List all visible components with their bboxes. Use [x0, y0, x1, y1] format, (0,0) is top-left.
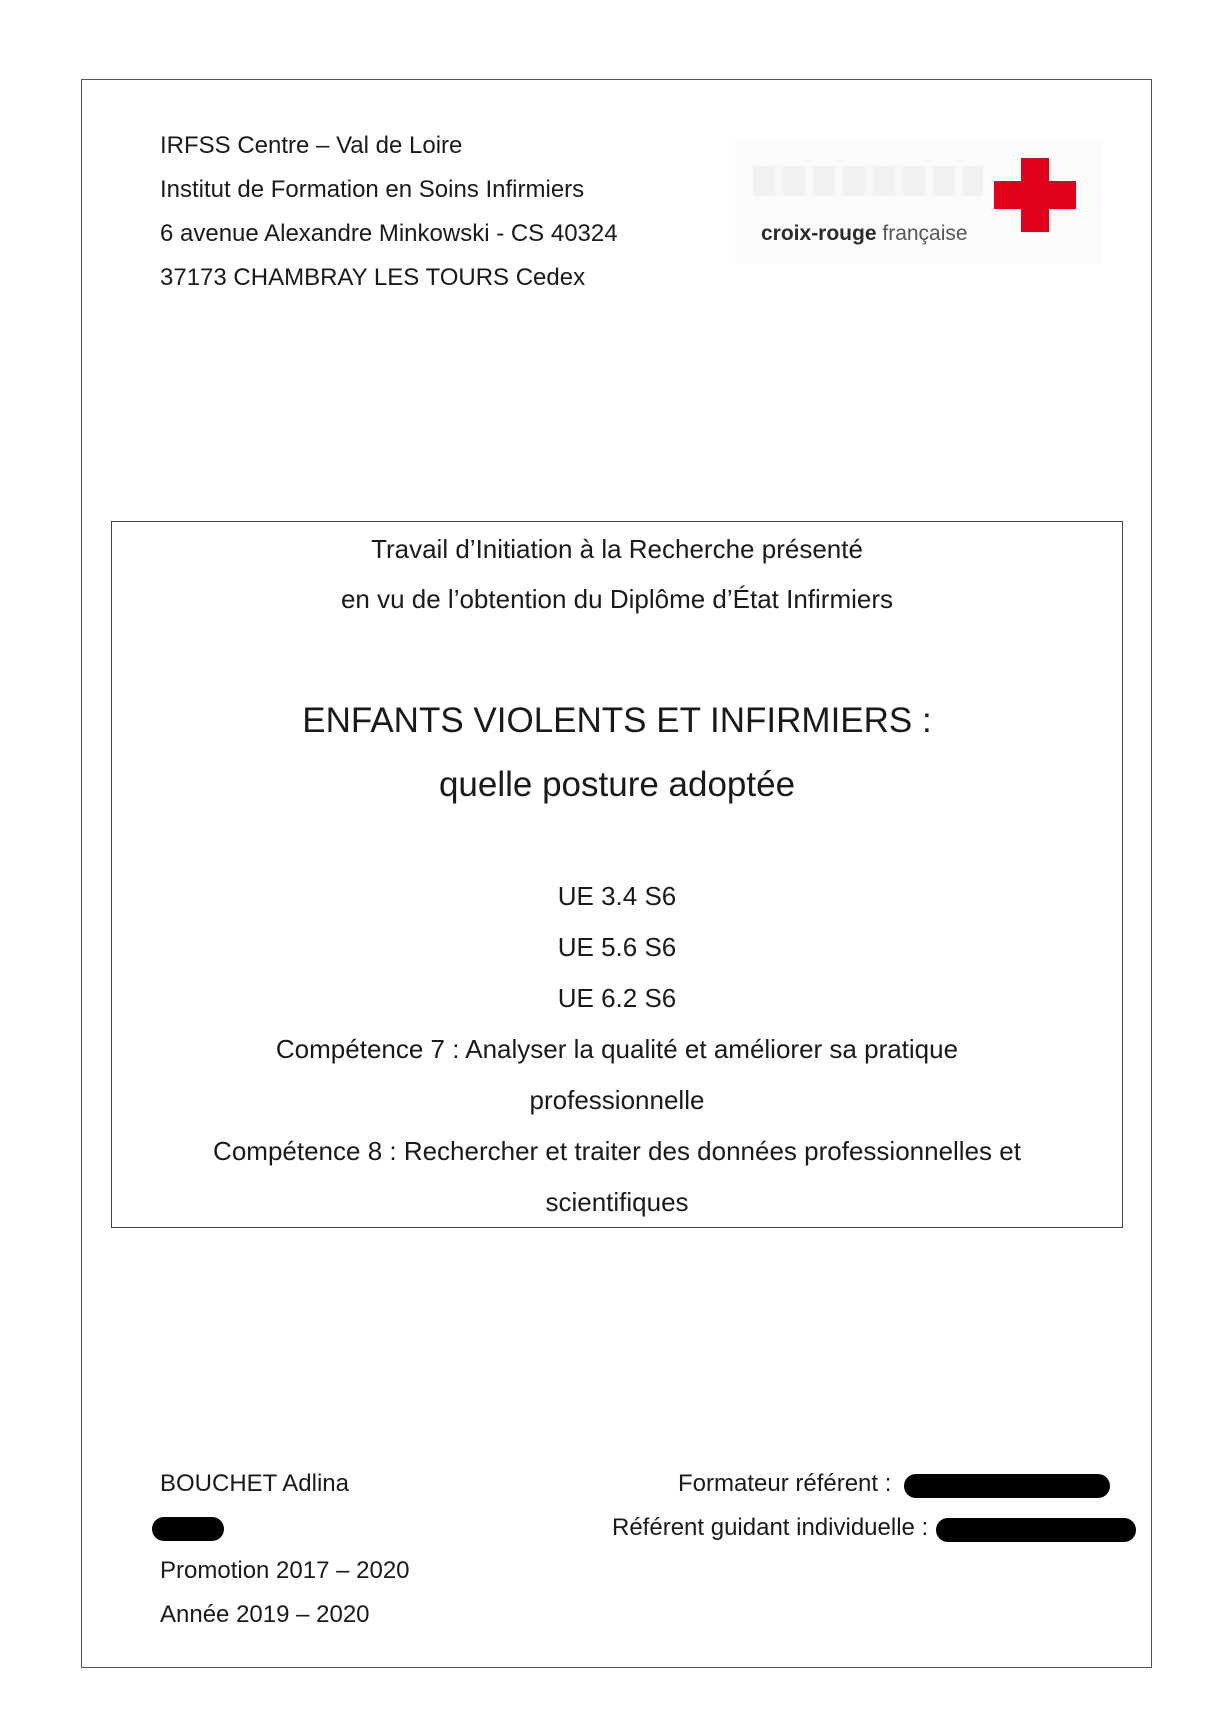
red-cross-icon-bar: [994, 181, 1076, 209]
institution-address: [160, 124, 618, 300]
unit-label: UE 5.6 S6: [557, 932, 677, 962]
school-year: Année 2019 – 2020: [160, 1601, 370, 1628]
logo-background-pattern: [753, 166, 983, 196]
croix-rouge-logo: [735, 140, 1102, 264]
intro-line-1: Travail d’Initiation à la Recherche présenté: [371, 534, 863, 564]
competence-7-cont: professionnelle: [529, 1085, 705, 1115]
competence-8-cont: scientifiques: [545, 1187, 689, 1217]
competence-8: Compétence 8 : Rechercher et traiter des données professionnelles et: [213, 1136, 1021, 1166]
redacted-block: [152, 1517, 224, 1541]
institution-line: IRFSS Centre – Val de Loire: [160, 132, 463, 159]
institution-line: Institut de Formation en Soins Infirmiers: [160, 176, 585, 203]
unit-label: UE 3.4 S6: [557, 881, 677, 911]
author-name: BOUCHET Adlina: [160, 1470, 349, 1497]
main-subtitle: quelle posture adoptée: [438, 765, 796, 804]
competence-7: Compétence 7 : Analyser la qualité et améliorer sa pratique: [275, 1034, 959, 1064]
main-title: ENFANTS VIOLENTS ET INFIRMIERS :: [302, 701, 932, 740]
title-box: [111, 521, 1123, 1228]
intro-line-2: en vu de l’obtention du Diplôme d’État Infirmiers: [340, 584, 894, 614]
logo-text-light: française: [882, 222, 968, 245]
logo-text-bold: croix-rouge: [761, 222, 877, 245]
unit-label: UE 6.2 S6: [557, 983, 677, 1013]
institution-line: 37173 CHAMBRAY LES TOURS Cedex: [160, 264, 586, 291]
redacted-guidant-name: [936, 1518, 1136, 1542]
institution-line: 6 avenue Alexandre Minkowski - CS 40324: [160, 220, 618, 247]
logo-wordmark: [761, 222, 968, 246]
formateur-referent-label: Formateur référent :: [678, 1470, 892, 1497]
redacted-formateur-name: [904, 1474, 1110, 1498]
promotion: Promotion 2017 – 2020: [160, 1557, 410, 1584]
referent-guidant-label: Référent guidant individuelle :: [612, 1514, 929, 1541]
